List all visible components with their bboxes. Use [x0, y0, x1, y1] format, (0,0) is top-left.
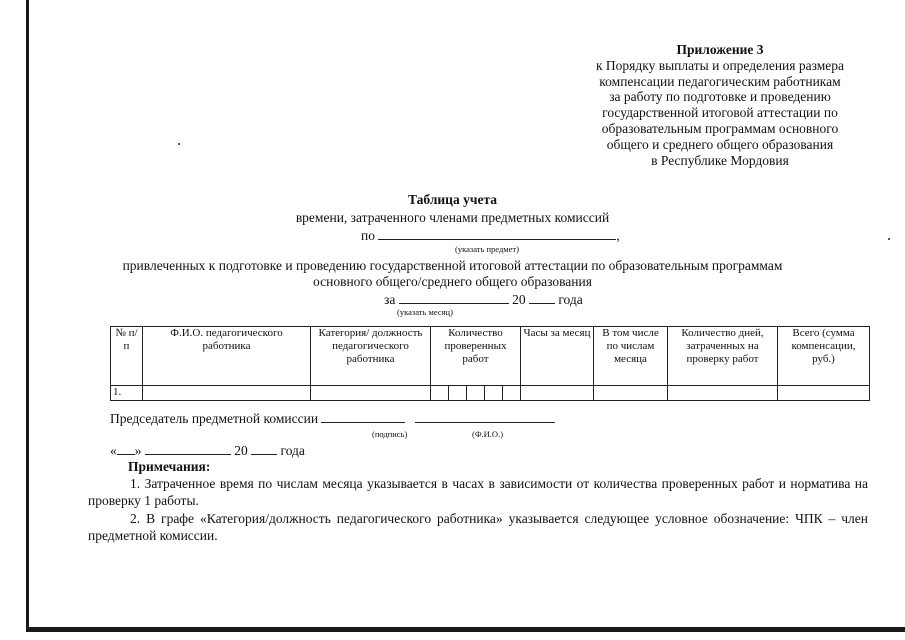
header-cell: Категория/ должность педагогического работника: [311, 327, 431, 386]
date-year-suffix: года: [280, 443, 305, 458]
subject-line: [361, 227, 620, 244]
page-left-edge: [26, 0, 29, 632]
header-cell: Количество дней, затраченных на проверку работ: [668, 327, 778, 386]
day-blank[interactable]: [117, 442, 135, 455]
signature-line: [110, 410, 555, 427]
header-cell: Ф.И.О. педагогического работника: [143, 327, 311, 386]
note-item: 1. Затраченное время по числам месяца указывается в часах в зависимости от количества проверенных работ и норматива на проверку 1 работы.: [88, 476, 868, 508]
table-header-row: [111, 327, 870, 386]
header-cell: Часы за месяц: [521, 327, 594, 386]
scan-speck: [178, 143, 180, 145]
by-day-cell[interactable]: [594, 386, 668, 401]
header-cell: № п/п: [111, 327, 143, 386]
table-title: Таблица учета: [408, 192, 497, 207]
month-year-suffix: года: [558, 292, 583, 307]
title-line-3: основного общего/среднего общего образования: [313, 274, 592, 289]
month-hint: (указать месяц): [397, 307, 453, 317]
month-prefix: за: [384, 292, 396, 307]
header-cell: Всего (сумма компенсации, руб.): [778, 327, 870, 386]
appendix-line: к Порядку выплаты и определения размера: [595, 57, 845, 73]
subject-hint: (указать предмет): [455, 244, 519, 254]
title-line-2: привлеченных к подготовке и проведению государственной итоговой аттестации по образовательным программам: [122, 258, 783, 273]
appendix-line: в Республике Мордовия: [651, 152, 789, 168]
title-line-1: времени, затраченного членами предметных комиссий: [295, 210, 610, 225]
date-open-quote: «: [110, 443, 117, 458]
date-year-prefix: 20: [234, 443, 248, 458]
date-year-blank[interactable]: [251, 442, 277, 455]
signature-hint: (подпись): [372, 429, 408, 439]
scan-speck: [888, 238, 890, 240]
fio-blank[interactable]: [415, 410, 555, 423]
appendix-block: [560, 42, 880, 168]
checked-works-subcell[interactable]: [502, 386, 520, 400]
chairman-label: Председатель предметной комиссии: [110, 411, 319, 426]
page-bottom-edge: [26, 627, 905, 632]
fio-hint: (Ф.И.О.): [472, 429, 504, 439]
month-year-prefix: 20: [512, 292, 526, 307]
header-cell: В том числе по числам месяца: [594, 327, 668, 386]
appendix-line: за работу по подготовке и проведению: [609, 89, 831, 105]
note-item: 2. В графе «Категория/должность педагогического работника» указывается следующее условное обозначение: ЧПК – член предметной комиссии.: [88, 511, 868, 543]
name-cell[interactable]: [143, 386, 311, 401]
checked-works-subcell[interactable]: [431, 386, 448, 400]
date-line: [110, 442, 305, 459]
hours-cell[interactable]: [521, 386, 594, 401]
table-row: [111, 386, 870, 401]
signature-blank[interactable]: [321, 410, 405, 423]
date-close-quote: »: [134, 443, 142, 458]
total-cell[interactable]: [778, 386, 870, 401]
notes-heading: Примечания:: [128, 459, 211, 474]
appendix-line: государственной итоговой аттестации по: [602, 105, 838, 121]
header-cell: Количество проверенных работ: [431, 327, 521, 386]
month-line: [384, 291, 583, 308]
checked-works-subcell[interactable]: [448, 386, 466, 400]
appendix-line: компенсации педагогическим работникам: [599, 73, 841, 89]
checked-works-subcell[interactable]: [484, 386, 502, 400]
checked-works-subcell[interactable]: [466, 386, 484, 400]
date-month-blank[interactable]: [145, 442, 231, 455]
category-cell[interactable]: [311, 386, 431, 401]
month-year-blank[interactable]: [529, 291, 555, 304]
days-cell[interactable]: [668, 386, 778, 401]
subject-suffix: ,: [616, 228, 620, 243]
row-number-cell: 1.: [111, 386, 143, 401]
appendix-line: образовательным программам основного: [601, 120, 839, 136]
subject-prefix: по: [361, 228, 375, 243]
subject-blank[interactable]: [378, 227, 616, 240]
month-blank[interactable]: [399, 291, 509, 304]
accounting-table: [110, 326, 870, 401]
appendix-heading: Приложение 3: [676, 42, 764, 57]
appendix-line: общего и среднего общего образования: [606, 136, 834, 152]
checked-works-cell: [431, 386, 521, 401]
